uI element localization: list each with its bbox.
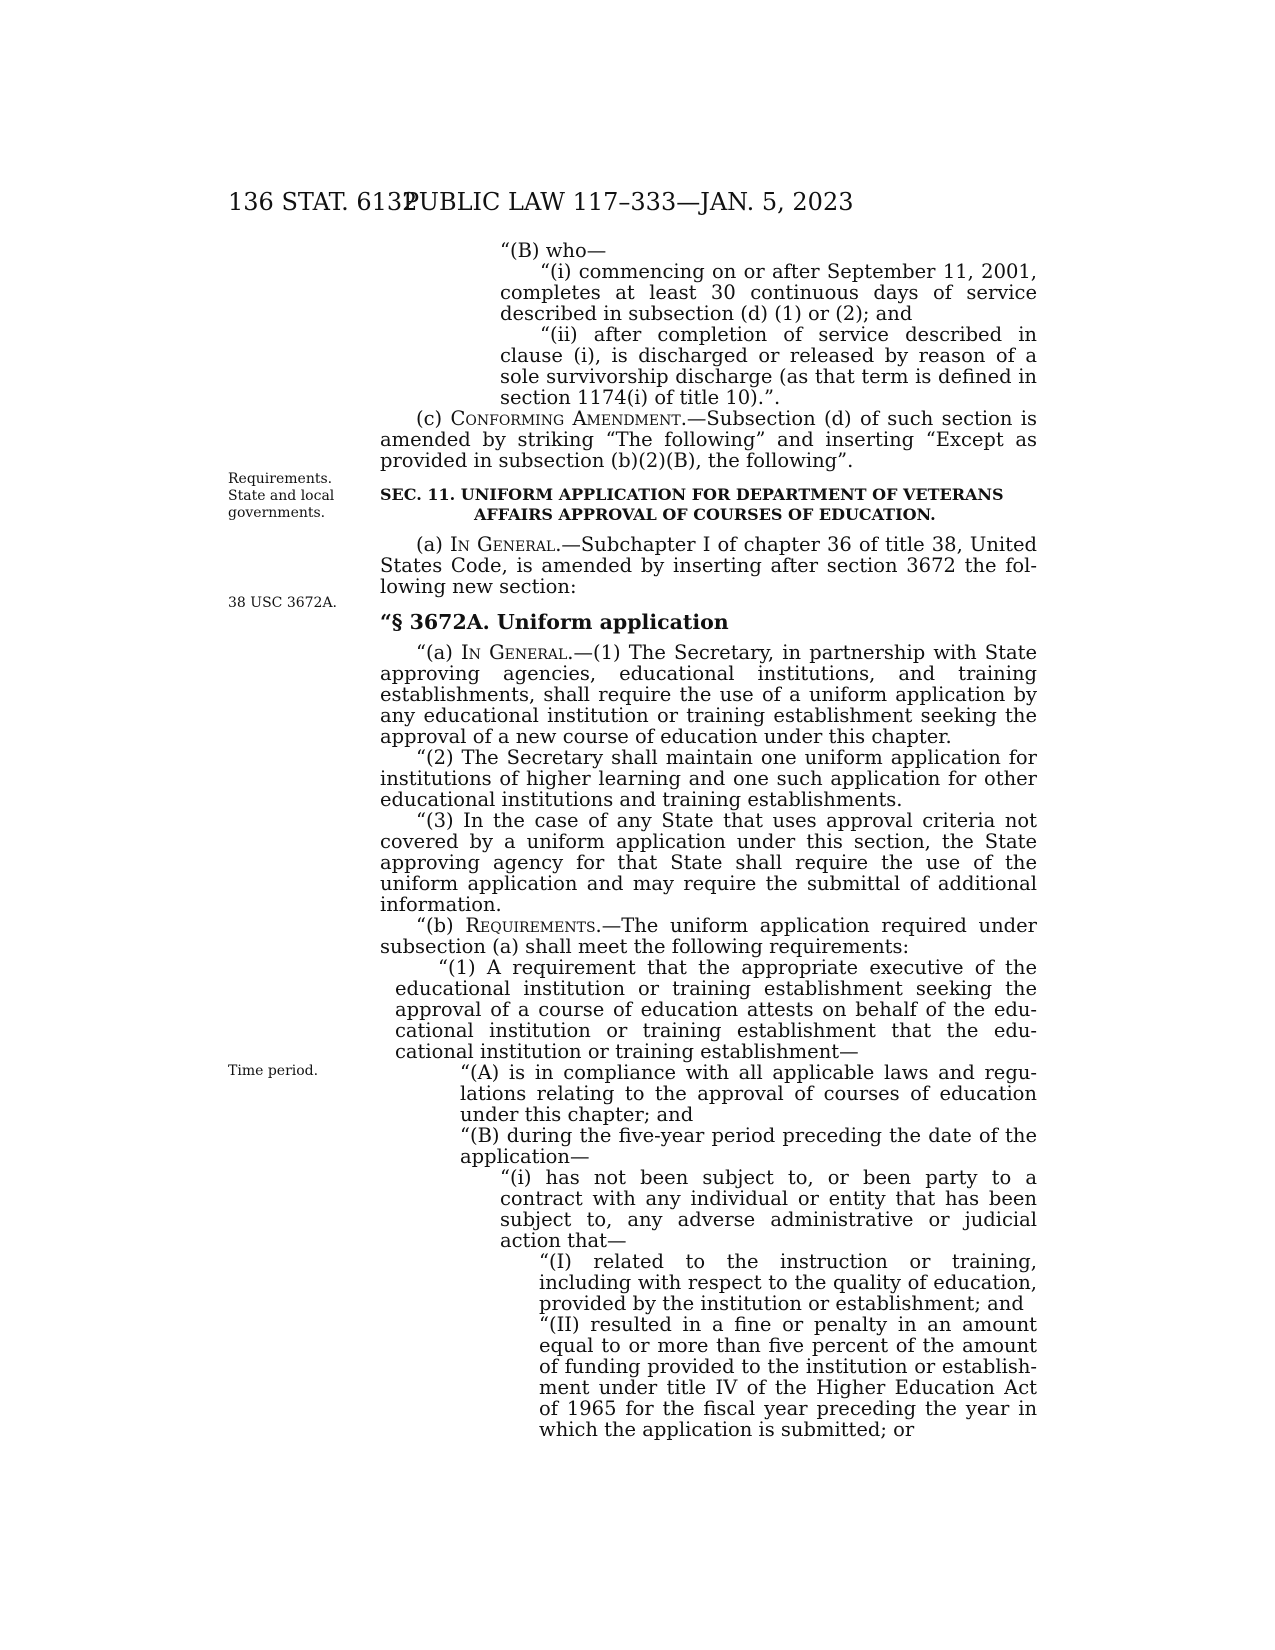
margin-note-usc: 38 USC 3672A.	[228, 595, 338, 611]
margin-note-requirements: Requirements. State and local governments.	[228, 471, 335, 521]
paragraph-3-state-criteria: “(3) In the case of any State that uses approval criteria not covered by a uniform application under this section, the State approving agency for that State shall require the use of the uniform application and may require the submittal of additional information.	[380, 809, 1037, 916]
clause-i-adverse-action: “(i) has not been subject to, or been party to a contract with any individual or entity that has been subject to, any adverse administrative or judicial action that—	[500, 1166, 1037, 1252]
subparagraph-b-five-year: “(B) during the five-year period preceding the date of the application—	[460, 1124, 1037, 1168]
paragraph-b-who: “(B) who—	[500, 239, 607, 262]
subclause-I-instruction: “(I) related to the instruction or training, including with respect to the quality of education, provided by the institution or establishment; and	[539, 1250, 1037, 1315]
clause-ii-completion: “(ii) after completion of service described in clause (i), is discharged or released by reason of a sole survivorship discharge (as that term is defined in section 1174(i) of title 10).”.	[500, 323, 1037, 409]
subparagraph-a-compliance: “(A) is in compliance with all applicable laws and regulations relating to the approval of courses of education under this chapter; and	[460, 1061, 1037, 1126]
paragraph-1-executive-attest: “(1) A requirement that the appropriate executive of the educational institution or training establishment seeking the approval of a course of education attests on behalf of the educational institution or training establishment that the educational institution or training establishment—	[395, 956, 1037, 1063]
subsection-a-in-general: “(a) In General.—(1) The Secretary, in partnership with State approving agencies, educational institutions, and training establishments, shall require the use of a uniform application by any educational institution or training establishment seeking the approval of a new course of education under this chapter.	[380, 641, 1037, 748]
paragraph-c-conforming: (c) Conforming Amendment.—Subsection (d) of such section is amended by striking “The following” and inserting “Except as provided in subsection (b)(2)(B), the following”.	[380, 407, 1037, 472]
stat-page-number: 136 STAT. 6132	[228, 188, 418, 216]
section-3672a-heading: “§ 3672A. Uniform application	[380, 610, 729, 634]
paragraph-a-in-general: (a) In General.—Subchapter I of chapter 36 of title 38, United States Code, is amended by inserting after section 3672 the following new section:	[380, 533, 1037, 598]
paragraph-2-secretary: “(2) The Secretary shall maintain one uniform application for institutions of higher learning and one such application for other educational institutions and training establishments.	[380, 746, 1037, 811]
subclause-II-fine-penalty: “(II) resulted in a fine or penalty in an amount equal to or more than five percent of the amount of funding provided to the institution or establishment under title IV of the Higher Education Act of 1965 for the fiscal year preceding the year in which the application is submitted; or	[539, 1313, 1037, 1441]
heading-conforming-amendment: Conforming Amendment	[450, 407, 681, 430]
clause-i-commencing: “(i) commencing on or after September 11, 2001, completes at least 30 continuous days of service described in subsection (d) (1) or (2); and	[500, 260, 1037, 325]
heading-requirements: Requirements	[465, 914, 596, 937]
public-law-header: PUBLIC LAW 117–333—JAN. 5, 2023	[403, 188, 854, 216]
margin-note-time-period: Time period.	[228, 1063, 319, 1079]
heading-in-general: In General	[449, 533, 556, 556]
heading-in-general-2: In General	[460, 641, 568, 664]
section-11-heading: SEC. 11. UNIFORM APPLICATION FOR DEPARTMENT OF VETERANS AFFAIRS APPROVAL OF COURSES OF EDUCATION.	[380, 485, 1004, 524]
subsection-b-requirements: “(b) Requirements.—The uniform application required under subsection (a) shall meet the following requirements:	[380, 914, 1037, 958]
document-body	[380, 240, 1037, 1440]
